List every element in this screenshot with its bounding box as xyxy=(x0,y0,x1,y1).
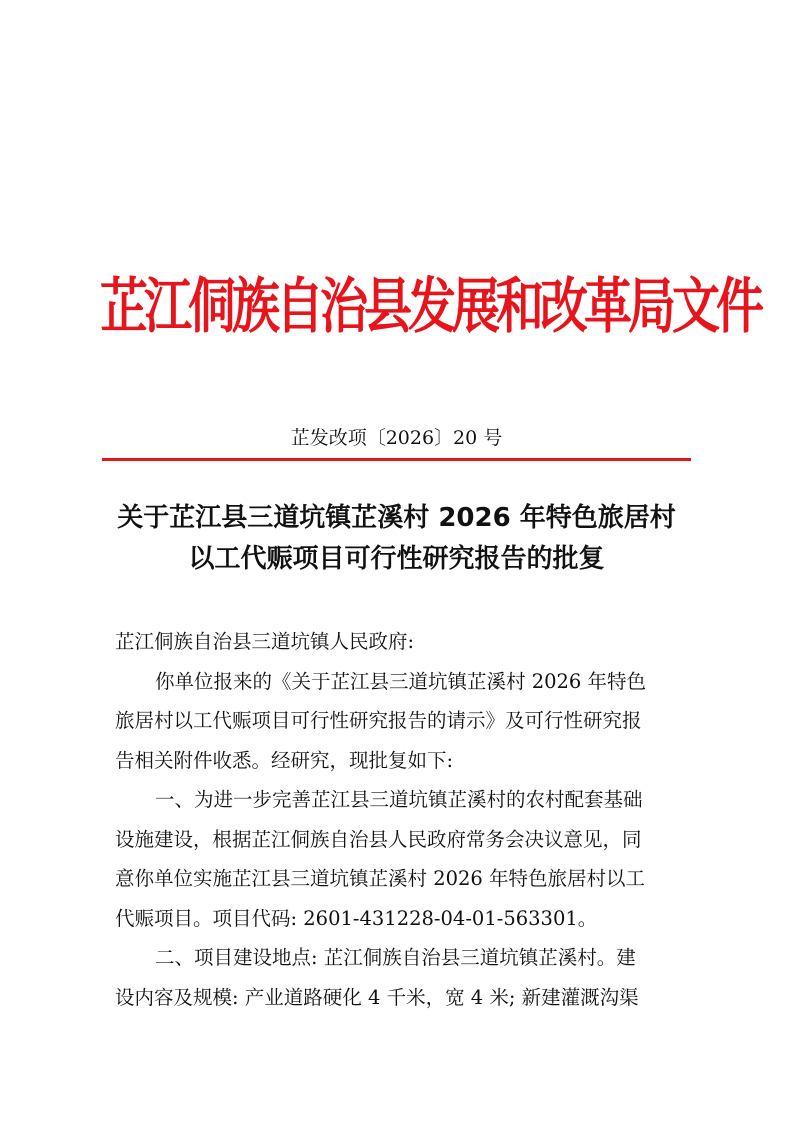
body-line: 意你单位实施芷江县三道坑镇芷溪村 2026 年特色旅居村以工 xyxy=(115,867,646,890)
body-line: 设施建设，根据芷江侗族自治县人民政府常务会决议意见，同 xyxy=(115,827,642,851)
body-line: 代赈项目。项目代码: 2601-431228-04-01-563301。 xyxy=(115,906,598,930)
body-line: 一、为进一步完善芷江县三道坑镇芷溪村的农村配套基础 xyxy=(155,788,643,811)
document-title-line-1: 关于芷江县三道坑镇芷溪村 2026 年特色旅居村 xyxy=(117,503,676,533)
body-line: 旅居村以工代赈项目可行性研究报告的请示》及可行性研究报 xyxy=(115,709,642,732)
body-line: 你单位报来的《关于芷江县三道坑镇芷溪村 2026 年特色 xyxy=(155,669,647,693)
body-line: 告相关附件收悉。经研究，现批复如下: xyxy=(115,748,454,772)
document-body xyxy=(115,622,685,1017)
agency-header-title: 芷江侗族自治县发展和改革局文件 xyxy=(100,272,761,342)
addressee: 芷江侗族自治县三道坑镇人民政府: xyxy=(115,630,415,653)
document-title-line-2: 以工代赈项目可行性研究报告的批复 xyxy=(188,544,605,574)
document-title xyxy=(100,498,693,580)
document-number: 芷发改项〔2026〕20 号 xyxy=(290,427,503,449)
body-line: 二、项目建设地点: 芷江侗族自治县三道坑镇芷溪村。建 xyxy=(155,946,636,969)
body-line: 设内容及规模: 产业道路硬化 4 千米，宽 4 米; 新建灌溉沟渠 xyxy=(115,985,639,1009)
red-divider-rule xyxy=(102,458,691,461)
